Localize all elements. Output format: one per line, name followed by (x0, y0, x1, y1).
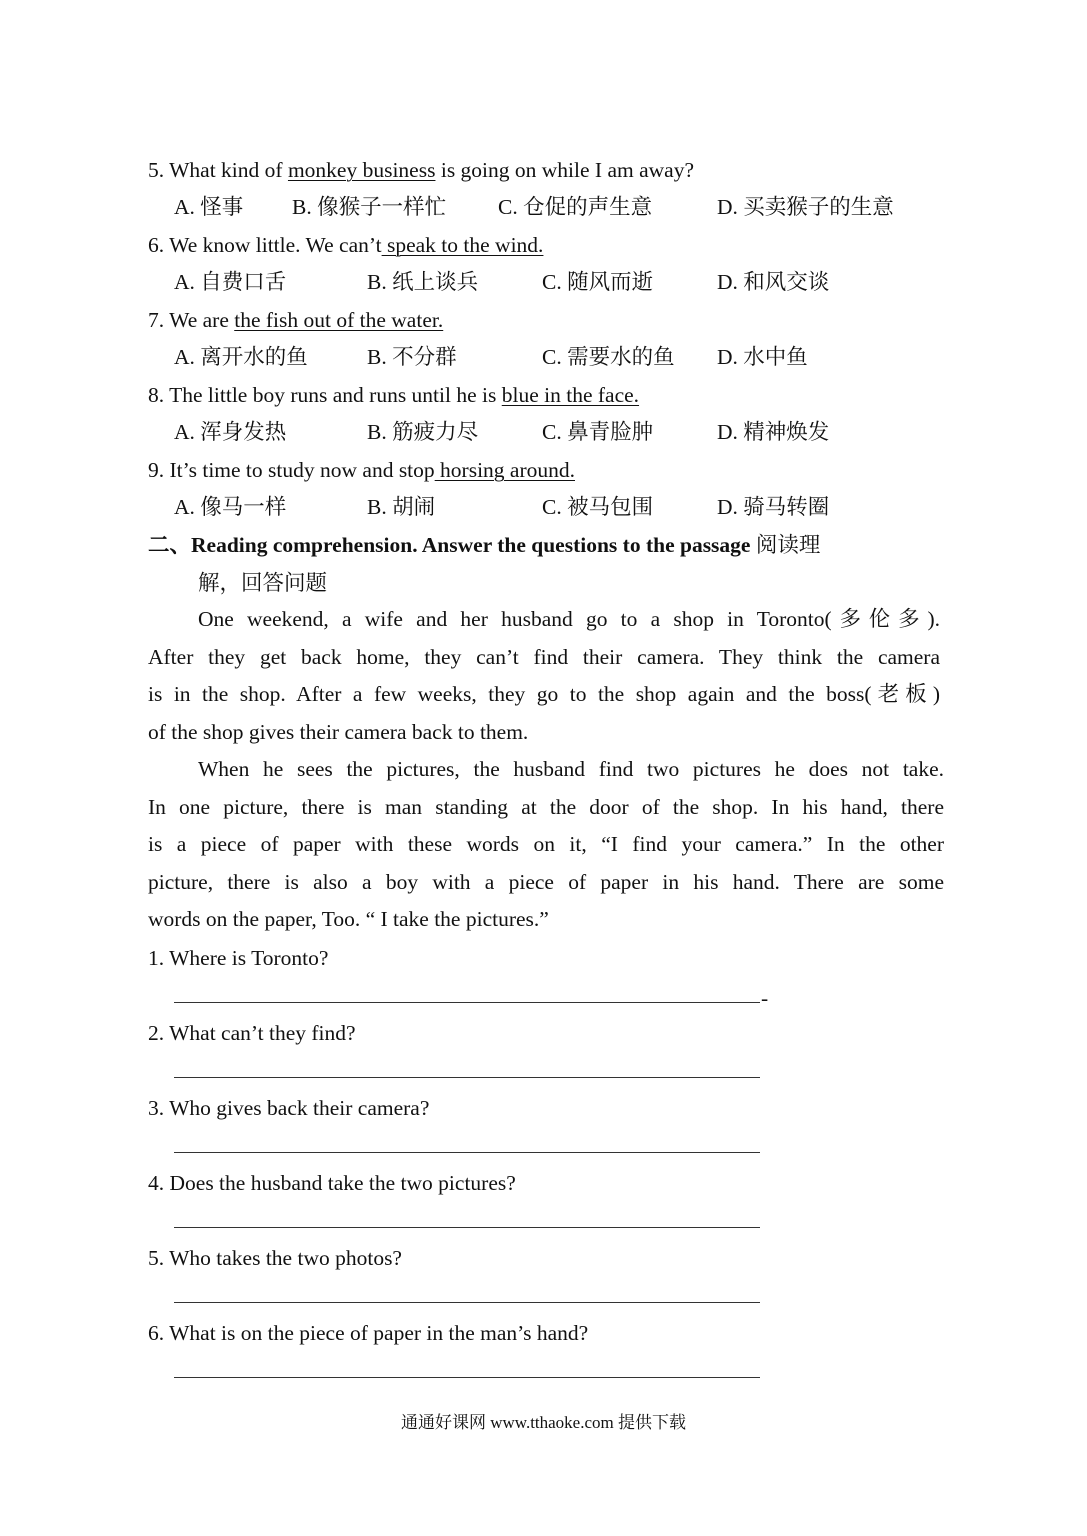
option-a: A. 离开水的鱼 (174, 345, 308, 369)
answer-blank-6[interactable] (174, 1377, 760, 1378)
option-d: D. 和风交谈 (717, 270, 830, 294)
option-c: C. 随风而逝 (542, 270, 654, 294)
comprehension-question-2: 2. What can’t they find? (148, 1021, 356, 1045)
vocab-question-5: 5. What kind of monkey business is going on while I am away? (148, 158, 695, 182)
option-d: D. 水中鱼 (717, 345, 808, 369)
idiom-phrase: monkey business (287, 158, 436, 182)
comprehension-question-5: 5. Who takes the two photos? (148, 1246, 402, 1270)
answer-blank-1[interactable] (174, 1002, 760, 1003)
vocab-question-8: 8. The little boy runs and runs until he is blue in the face. (148, 383, 640, 407)
passage-paragraph-1: One weekend, a wife and her husband go to a shop in Toronto(多伦多). After they get back home, they can’t find their camera. They think the camera is in the shop. After a few weeks, they go to the shop again and the boss(老板) of the shop gives their camera back to them. (148, 607, 940, 744)
vocab-question-6: 6. We know little. We can’t speak to the wind. (148, 233, 544, 257)
comprehension-question-3: 3. Who gives back their camera? (148, 1096, 430, 1120)
option-c: C. 需要水的鱼 (542, 345, 675, 369)
vocab-question-7: 7. We are the fish out of the water. (148, 308, 444, 332)
option-a: A. 浑身发热 (174, 420, 287, 444)
option-d: D. 精神焕发 (717, 420, 830, 444)
idiom-phrase: horsing around. (434, 458, 575, 482)
idiom-phrase: the fish out of the water. (234, 308, 444, 332)
section-heading: 二、Reading comprehension. Answer the questions to the passage 阅读理 (148, 533, 821, 557)
idiom-phrase: blue in the face. (501, 383, 640, 407)
section-heading-cont: 解，回答问题 (198, 571, 328, 595)
option-c: C. 仓促的声生意 (498, 195, 653, 219)
answer-blank-2[interactable] (174, 1077, 760, 1078)
option-c: C. 被马包围 (542, 495, 654, 519)
answer-blank-4[interactable] (174, 1227, 760, 1228)
comprehension-question-1: 1. Where is Toronto? (148, 946, 329, 970)
answer-blank-5[interactable] (174, 1302, 760, 1303)
option-b: B. 像猴子一样忙 (292, 195, 447, 219)
answer-blank-tail: - (761, 986, 769, 1010)
answer-blank-3[interactable] (174, 1152, 760, 1153)
option-d: D. 买卖猴子的生意 (717, 195, 894, 219)
passage-paragraph-2: When he sees the pictures, the husband find two pictures he does not take. In one picture, there is man standing at the door of the shop. In his hand, there is a piece of paper with these words on it, “I find your camera.” In the other picture, there is also a boy with a piece of paper in his hand. There are some words on the paper, Too. “ I take the pictures.” (148, 757, 944, 931)
option-b: B. 不分群 (367, 345, 457, 369)
vocab-question-9: 9. It’s time to study now and stop horsing around. (148, 458, 575, 482)
option-b: B. 筋疲力尽 (367, 420, 479, 444)
option-b: B. 纸上谈兵 (367, 270, 479, 294)
option-b: B. 胡闹 (367, 495, 436, 519)
option-a: A. 怪事 (174, 195, 244, 219)
option-d: D. 骑马转圈 (717, 495, 830, 519)
page-footer: 通通好课网 www.tthaoke.com 提供下载 (400, 1413, 687, 1432)
option-c: C. 鼻青脸肿 (542, 420, 654, 444)
comprehension-question-4: 4. Does the husband take the two pictures? (148, 1171, 516, 1195)
comprehension-question-6: 6. What is on the piece of paper in the man’s hand? (148, 1321, 589, 1345)
option-a: A. 自费口舌 (174, 270, 287, 294)
idiom-phrase: speak to the wind. (381, 233, 544, 257)
option-a: A. 像马一样 (174, 495, 287, 519)
